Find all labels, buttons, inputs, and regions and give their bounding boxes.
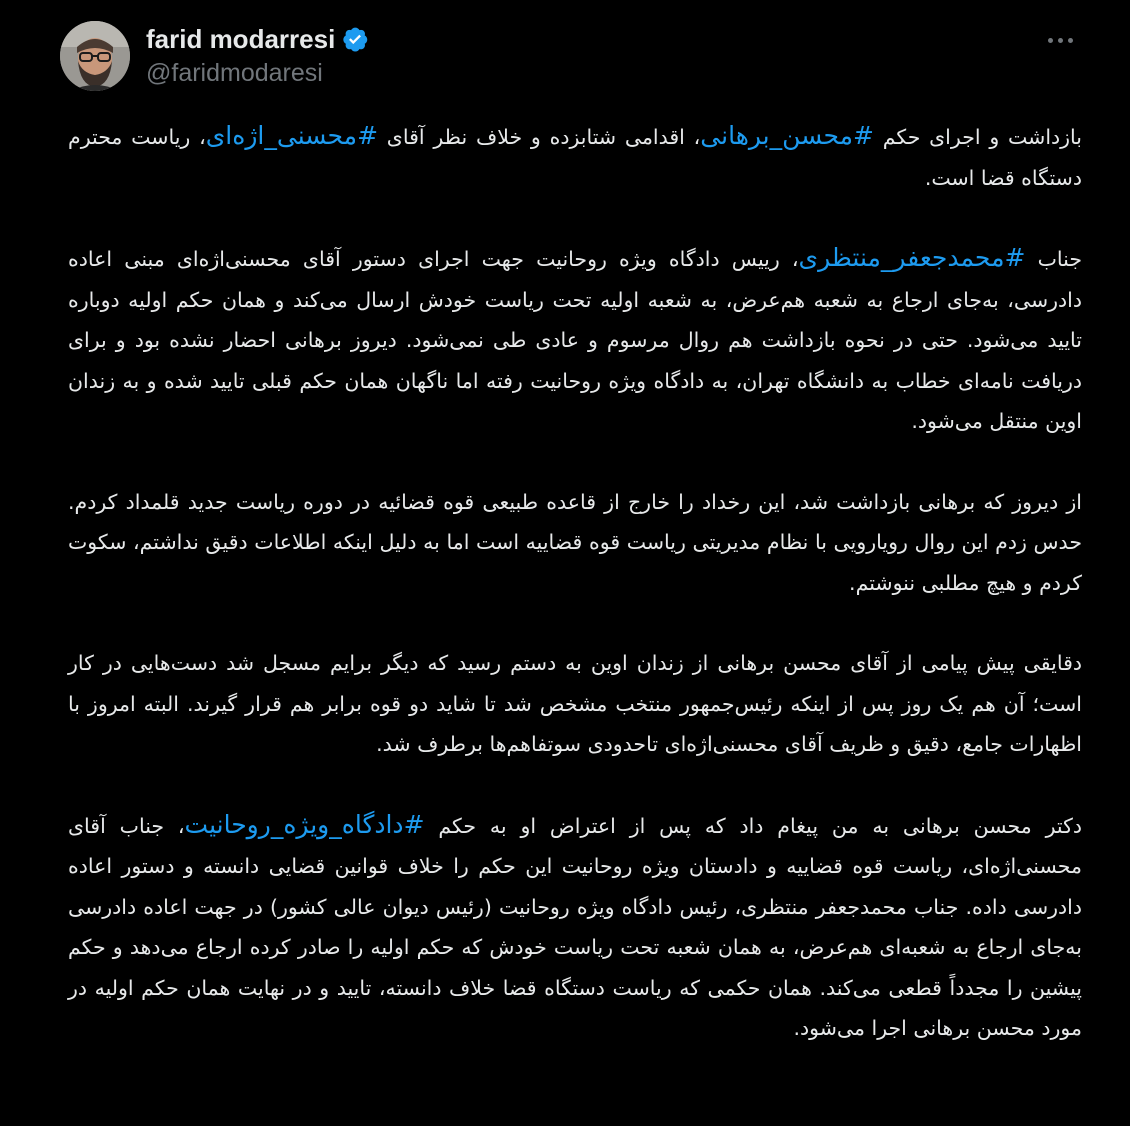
verified-badge-icon[interactable] <box>341 25 369 53</box>
display-name[interactable]: farid modarresi <box>146 24 336 54</box>
hashtag-link[interactable]: #محسن_برهانی <box>700 121 874 150</box>
text-run: ، جناب آقای محسنی‌اژه‌ای، ریاست قوه قضاییه و دادستان ویژه روحانیت این حکم را خلاف قوانین قضایی دانسته و دستور اعاده دادرسی داده. جناب محمدجعفر منتظری، رئیس دادگاه ویژه روحانیت (رئیس دیوان عالی کشور) در جهت اعاده دادرسی به‌جای ارجاع به شعبه‌ای هم‌عرض، به همان شعبه تحت ریاست خودش که حکم اولیه را صادر کرده ارجاع می‌دهد و حکم پیشین را مجدداً قطعی می‌کند. همان حکمی که ریاست دستگاه قضا خلاف دانسته، تایید و در نهایت همان حکم اولیه در مورد محسن برهانی اجرا می‌شود. <box>68 813 1082 1040</box>
text-run: ، ریاست محترم دستگاه قضا است. <box>68 125 1082 190</box>
post-paragraph-1 <box>68 116 1082 198</box>
text-run: بازداشت و اجرای حکم <box>873 125 1082 149</box>
post-header <box>60 18 1100 94</box>
post-paragraph-5 <box>68 805 1082 1049</box>
text-run: ، اقدامی شتابزده و خلاف نظر آقای <box>378 125 701 149</box>
post-paragraph-4 <box>68 643 1082 765</box>
text-run: جناب <box>1025 247 1083 271</box>
display-name-row <box>146 23 369 55</box>
more-options-button[interactable] <box>1040 26 1080 54</box>
hashtag-link[interactable]: #محمدجعفر_منتظری <box>798 243 1026 272</box>
hashtag-link[interactable]: #دادگاه_ویژه_روحانیت <box>184 809 425 839</box>
text-run: دکتر محسن برهانی به من پیغام داد که پس از اعتراض او به حکم <box>424 813 1082 838</box>
text-run: از دیروز که برهانی بازداشت شد، این رخداد را خارج از قاعده طبیعی قوه قضائیه در دوره ریاست جدید قلمداد کردم. حدس زدم این روال رویارویی با نظام مدیریتی ریاست قوه قضاییه است اما به دلیل اینکه اطلاعات دقیق نداشتم، سکوت کردم و هیچ مطلبی ننوشتم. <box>68 489 1082 595</box>
more-horizontal-icon <box>1048 38 1053 43</box>
more-horizontal-icon <box>1068 38 1073 43</box>
author-names <box>146 23 369 89</box>
avatar-image <box>60 21 130 91</box>
post-paragraph-3 <box>68 482 1082 604</box>
more-horizontal-icon <box>1058 38 1063 43</box>
post-paragraph-2 <box>68 238 1082 442</box>
avatar[interactable] <box>60 21 130 91</box>
text-run: ، رییس دادگاه ویژه روحانیت جهت اجرای دستور آقای محسنی‌اژه‌ای مبنی اعاده دادرسی، به‌جای ارجاع به شعبه هم‌عرض، به شعبه اولیه تحت ریاست خودش ارسال می‌کند و همان حکم اولیه دوباره تایید می‌شود. حتی در نحوه بازداشت هم روال مرسوم و عادی طی نمی‌شود. دیروز برهانی احضار نشده بود و برای دریافت نامه‌ای خطاب به دانشگاه تهران، به دادگاه ویژه روحانیت رفته اما ناگهان همان حکم قبلی تایید شده و به زندان اوین منتقل می‌شود. <box>68 247 1082 433</box>
hashtag-link[interactable]: #محسنی_اژه‌ای <box>205 121 379 150</box>
author-handle[interactable]: @faridmodaresi <box>146 59 323 87</box>
text-run: دقایقی پیش پیامی از آقای محسن برهانی از زندان اوین به دستم رسید که دیگر برایم مسجل شد دست‌هایی در کار است؛ آن هم یک روز پس از اینکه رئیس‌جمهور منتخب مشخص شد تا شاید دو قوه برابر هم قرار گیرند. البته امروز با اظهارات جامع، دقیق و ظریف آقای محسنی‌اژه‌ای تاحدودی سوتفاهم‌ها برطرف شد. <box>68 651 1082 756</box>
post-text <box>68 116 1082 1089</box>
